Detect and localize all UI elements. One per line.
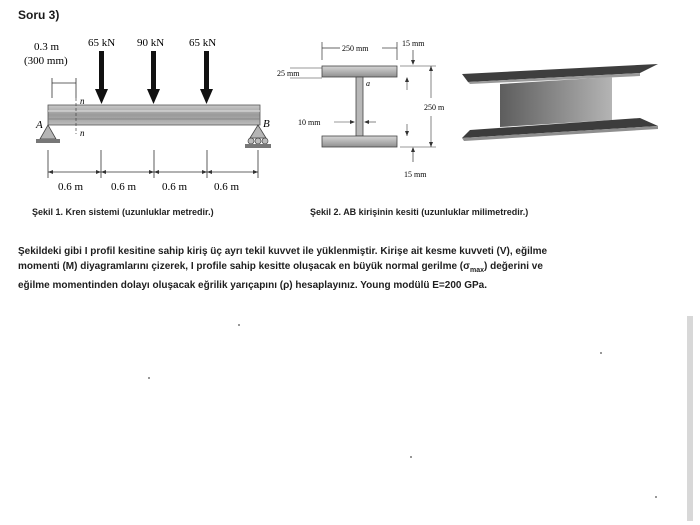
load-arrow-2	[147, 89, 160, 104]
question-line-1: Şekildeki gibi I profil kesitine sahip kiriş üç ayrı tekil kuvvet ile yüklenmiştir. Kirişe ait kesme kuvveti (V), eğilme	[18, 246, 548, 257]
top-flange	[322, 66, 397, 77]
load-arrow-3	[200, 89, 213, 104]
section-label-top: n	[80, 96, 85, 106]
span-label-4: 0.6 m	[214, 181, 240, 193]
question-line-2-end: ) değerini ve	[484, 261, 543, 272]
load-arrow-1	[95, 89, 108, 104]
flange-width-label: 250 mm	[342, 44, 369, 53]
figure2-i-section	[277, 39, 445, 179]
isometric-i-beam	[462, 64, 658, 141]
span-label-3: 0.6 m	[162, 181, 188, 193]
iso-web	[500, 77, 612, 127]
ground-a	[36, 139, 60, 143]
left-dim-label: 0.3 m	[34, 41, 60, 53]
load-arrows	[88, 37, 216, 104]
question-text	[18, 244, 678, 293]
span-label-1: 0.6 m	[58, 181, 84, 193]
flange-thickness-left-label: 25 mm	[277, 69, 300, 78]
scan-speck	[600, 352, 602, 354]
scan-speck	[655, 496, 657, 498]
figure2-caption: Şekil 2. AB kirişinin kesiti (uzunluklar milimetredir.)	[310, 207, 529, 217]
point-a-label: a	[366, 79, 370, 88]
scan-speck	[238, 324, 240, 326]
beam	[48, 105, 260, 125]
ground-b	[245, 144, 271, 148]
span-dimensions	[48, 150, 258, 178]
section-label-bottom: n	[80, 128, 85, 138]
load-label-1: 65 kN	[88, 37, 116, 49]
question-line-2-start: momenti (M) diyagramlarını çizerek, I profile sahip kesitte oluşacak en büyük normal gerilme (σ	[18, 261, 470, 272]
web	[356, 77, 363, 136]
web-thickness-label: 10 mm	[298, 118, 321, 127]
flange-thickness-right-label: 15 mm	[402, 39, 425, 48]
scrollbar[interactable]	[687, 316, 693, 521]
load-label-2: 90 kN	[137, 37, 165, 49]
figure1-crane-beam	[24, 37, 271, 193]
question-line-2	[18, 259, 678, 278]
bottom-flange	[322, 136, 397, 147]
question-line-3: eğilme momentinden dolayı oluşacak eğrilik yarıçapını (ρ) hesaplayınız. Young modülü E=200 GPa.	[18, 280, 488, 291]
sigma-max-subscript: max	[469, 267, 484, 274]
support-b-label: B	[263, 118, 270, 130]
scan-speck	[148, 377, 150, 379]
figures-canvas	[0, 0, 700, 205]
span-label-2: 0.6 m	[111, 181, 137, 193]
figure1-caption: Şekil 1. Kren sistemi (uzunluklar metredir.)	[32, 207, 214, 217]
scan-speck	[410, 456, 412, 458]
support-a-label: A	[36, 119, 43, 131]
height-label: 250 m	[424, 103, 445, 112]
bottom-thickness-label: 15 mm	[404, 170, 427, 179]
rollers	[248, 138, 268, 144]
load-label-3: 65 kN	[189, 37, 217, 49]
left-dim-mm-label: (300 mm)	[24, 55, 68, 67]
question-title: Soru 3)	[18, 8, 60, 22]
